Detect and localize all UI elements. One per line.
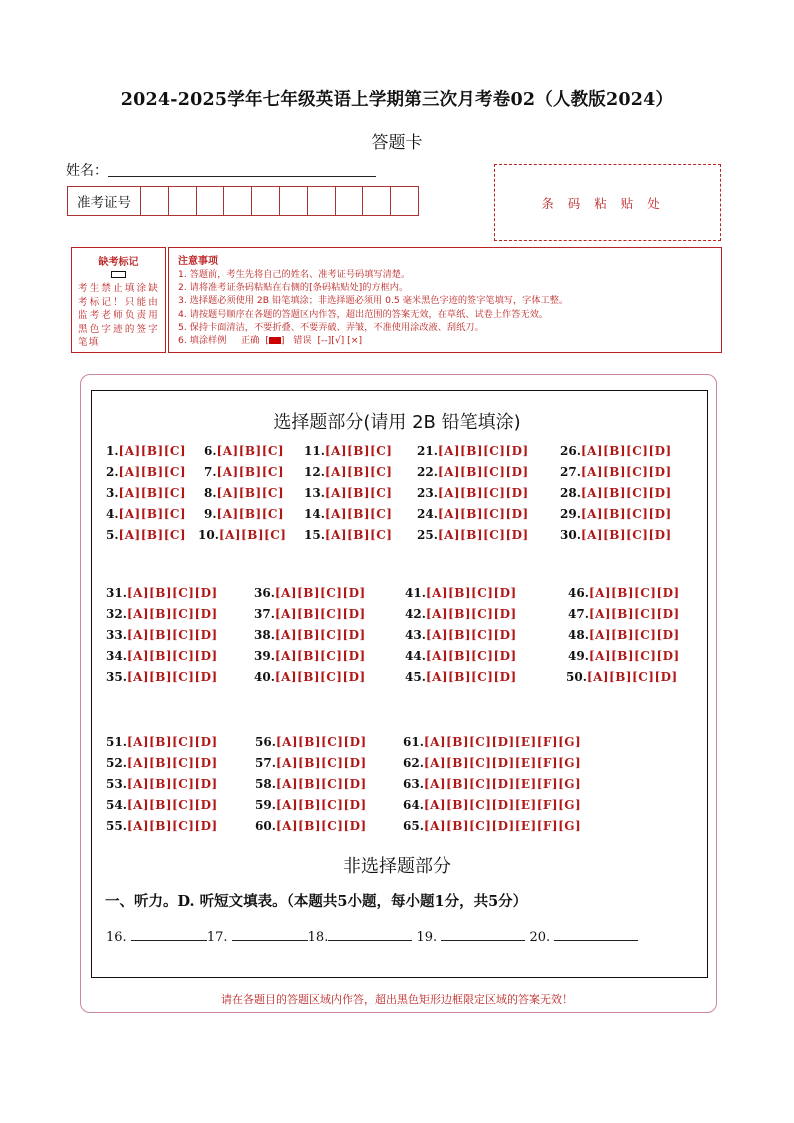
question-50[interactable]: 50.[A][B][C][D]	[566, 670, 678, 684]
absent-checkbox[interactable]	[111, 271, 126, 278]
barcode-label: 条码粘贴处	[541, 195, 674, 211]
question-11[interactable]: 11.[A][B][C]	[304, 444, 393, 458]
blank-number: 19.	[416, 930, 438, 945]
exam-id-label: 准考证号	[68, 187, 141, 215]
question-48[interactable]: 48.[A][B][C][D]	[568, 628, 680, 642]
correct-sample	[269, 337, 281, 344]
listening-instruction: 一、听力。D. 听短文填表。（本题共5小题，每小题1分，共5分）	[105, 893, 528, 910]
note-item: 3. 选择题必须使用 2B 铅笔填涂；非选择题必须用 0.5 毫米黑色字迹的签字笔填写，字体工整。	[178, 295, 569, 307]
exam-id-cell[interactable]	[308, 187, 336, 215]
question-4[interactable]: 4.[A][B][C]	[106, 507, 187, 521]
question-49[interactable]: 49.[A][B][C][D]	[568, 649, 680, 663]
question-41[interactable]: 41.[A][B][C][D]	[405, 586, 517, 600]
question-31[interactable]: 31.[A][B][C][D]	[106, 586, 218, 600]
blank-number: 17.	[206, 930, 228, 945]
question-32[interactable]: 32.[A][B][C][D]	[106, 607, 218, 621]
exam-id-cell[interactable]	[391, 187, 418, 215]
blank-number: 20.	[529, 930, 551, 945]
question-37[interactable]: 37.[A][B][C][D]	[254, 607, 366, 621]
exam-id-cell[interactable]	[224, 187, 252, 215]
exam-id-cell[interactable]	[197, 187, 225, 215]
question-60[interactable]: 60.[A][B][C][D]	[255, 819, 367, 833]
exam-id-cell[interactable]	[363, 187, 391, 215]
question-23[interactable]: 23.[A][B][C][D]	[417, 486, 529, 500]
page-title: 2024-2025学年七年级英语上学期第三次月考卷02（人教版2024）	[120, 90, 674, 110]
question-53[interactable]: 53.[A][B][C][D]	[106, 777, 218, 791]
exam-id-cell[interactable]	[252, 187, 280, 215]
question-64[interactable]: 64.[A][B][C][D][E][F][G]	[403, 798, 582, 812]
answer-blank[interactable]	[441, 928, 525, 941]
question-47[interactable]: 47.[A][B][C][D]	[568, 607, 680, 621]
notes-heading: 注意事项	[178, 256, 218, 267]
notes-box	[168, 247, 722, 353]
question-27[interactable]: 27.[A][B][C][D]	[560, 465, 672, 479]
absent-text: 考生禁止填涂缺考标记！只能由监考老师负责用黑色字迹的签字笔填	[78, 283, 159, 349]
question-51[interactable]: 51.[A][B][C][D]	[106, 735, 218, 749]
question-34[interactable]: 34.[A][B][C][D]	[106, 649, 218, 663]
question-22[interactable]: 22.[A][B][C][D]	[417, 465, 529, 479]
question-44[interactable]: 44.[A][B][C][D]	[405, 649, 517, 663]
wrong-label: 错误	[293, 335, 312, 347]
choice-section-title: 选择题部分(请用 2B 铅笔填涂)	[273, 412, 521, 433]
question-59[interactable]: 59.[A][B][C][D]	[255, 798, 367, 812]
fill-sample-label: 6. 填涂样例	[178, 335, 227, 347]
blank-number: 16.	[106, 930, 127, 945]
blank-number: 18.	[307, 930, 329, 945]
question-7[interactable]: 7.[A][B][C]	[204, 465, 285, 479]
question-55[interactable]: 55.[A][B][C][D]	[106, 819, 218, 833]
question-2[interactable]: 2.[A][B][C]	[106, 465, 187, 479]
footer-warning: 请在各题目的答题区域内作答，超出黑色矩形边框限定区域的答案无效！	[221, 993, 573, 1006]
question-63[interactable]: 63.[A][B][C][D][E][F][G]	[403, 777, 582, 791]
question-58[interactable]: 58.[A][B][C][D]	[255, 777, 367, 791]
note-item: 4. 请按题号顺序在各题的答题区内作答，超出范围的答案无效，在草纸、试卷上作答无效。	[178, 308, 548, 320]
note-item: 2. 请将准考证条码粘贴在右侧的[条码粘贴处]的方框内。	[178, 282, 409, 294]
question-38[interactable]: 38.[A][B][C][D]	[254, 628, 366, 642]
exam-id-cell[interactable]	[141, 187, 169, 215]
question-46[interactable]: 46.[A][B][C][D]	[568, 586, 680, 600]
question-14[interactable]: 14.[A][B][C]	[304, 507, 393, 521]
exam-id-grid	[67, 186, 419, 216]
question-15[interactable]: 15.[A][B][C]	[304, 528, 393, 542]
question-5[interactable]: 5.[A][B][C]	[106, 528, 187, 542]
absent-mark-box	[71, 247, 166, 353]
question-29[interactable]: 29.[A][B][C][D]	[560, 507, 672, 521]
barcode-area	[494, 164, 721, 241]
question-43[interactable]: 43.[A][B][C][D]	[405, 628, 517, 642]
correct-label: 正确	[241, 335, 260, 347]
blank-answers-row	[106, 928, 638, 945]
question-39[interactable]: 39.[A][B][C][D]	[254, 649, 366, 663]
question-8[interactable]: 8.[A][B][C]	[204, 486, 285, 500]
question-30[interactable]: 30.[A][B][C][D]	[560, 528, 672, 542]
note-item: 1. 答题前，考生先将自己的姓名、准考证号码填写清楚。	[178, 269, 411, 280]
answer-blank[interactable]	[554, 928, 638, 941]
question-26[interactable]: 26.[A][B][C][D]	[560, 444, 672, 458]
answer-blank[interactable]	[328, 928, 412, 941]
question-42[interactable]: 42.[A][B][C][D]	[405, 607, 517, 621]
fill-sample-row: 6. 填涂样例 正确 [ ] 错误 [--][√] [×]	[178, 335, 363, 347]
answer-blank[interactable]	[131, 928, 207, 941]
question-10[interactable]: 10.[A][B][C]	[198, 528, 287, 542]
question-24[interactable]: 24.[A][B][C][D]	[417, 507, 529, 521]
question-3[interactable]: 3.[A][B][C]	[106, 486, 187, 500]
question-36[interactable]: 36.[A][B][C][D]	[254, 586, 366, 600]
absent-heading: 缺考标记	[98, 257, 139, 268]
question-28[interactable]: 28.[A][B][C][D]	[560, 486, 672, 500]
answer-blank[interactable]	[232, 928, 308, 941]
wrong-samples: [--][√] [×]	[317, 335, 363, 347]
question-57[interactable]: 57.[A][B][C][D]	[255, 756, 367, 770]
question-35[interactable]: 35.[A][B][C][D]	[106, 670, 218, 684]
question-40[interactable]: 40.[A][B][C][D]	[254, 670, 366, 684]
question-61[interactable]: 61.[A][B][C][D][E][F][G]	[403, 735, 582, 749]
question-12[interactable]: 12.[A][B][C]	[304, 465, 393, 479]
question-21[interactable]: 21.[A][B][C][D]	[417, 444, 529, 458]
question-45[interactable]: 45.[A][B][C][D]	[405, 670, 517, 684]
question-6[interactable]: 6.[A][B][C]	[204, 444, 285, 458]
question-62[interactable]: 62.[A][B][C][D][E][F][G]	[403, 756, 582, 770]
name-field[interactable]	[108, 176, 376, 177]
question-52[interactable]: 52.[A][B][C][D]	[106, 756, 218, 770]
exam-id-cell[interactable]	[280, 187, 308, 215]
question-65[interactable]: 65.[A][B][C][D][E][F][G]	[403, 819, 582, 833]
question-1[interactable]: 1.[A][B][C]	[106, 444, 187, 458]
question-13[interactable]: 13.[A][B][C]	[304, 486, 393, 500]
question-25[interactable]: 25.[A][B][C][D]	[417, 528, 529, 542]
exam-id-cell[interactable]	[336, 187, 364, 215]
note-item: 5. 保持卡面清洁，不要折叠、不要弄破、弄皱，不准使用涂改液、刮纸刀。	[178, 321, 484, 333]
question-54[interactable]: 54.[A][B][C][D]	[106, 798, 218, 812]
page-subtitle: 答题卡	[371, 133, 423, 153]
nonchoice-section-title: 非选择题部分	[343, 856, 451, 877]
question-9[interactable]: 9.[A][B][C]	[204, 507, 285, 521]
question-56[interactable]: 56.[A][B][C][D]	[255, 735, 367, 749]
name-label: 姓名：	[66, 163, 108, 179]
question-33[interactable]: 33.[A][B][C][D]	[106, 628, 218, 642]
exam-id-cell[interactable]	[169, 187, 197, 215]
